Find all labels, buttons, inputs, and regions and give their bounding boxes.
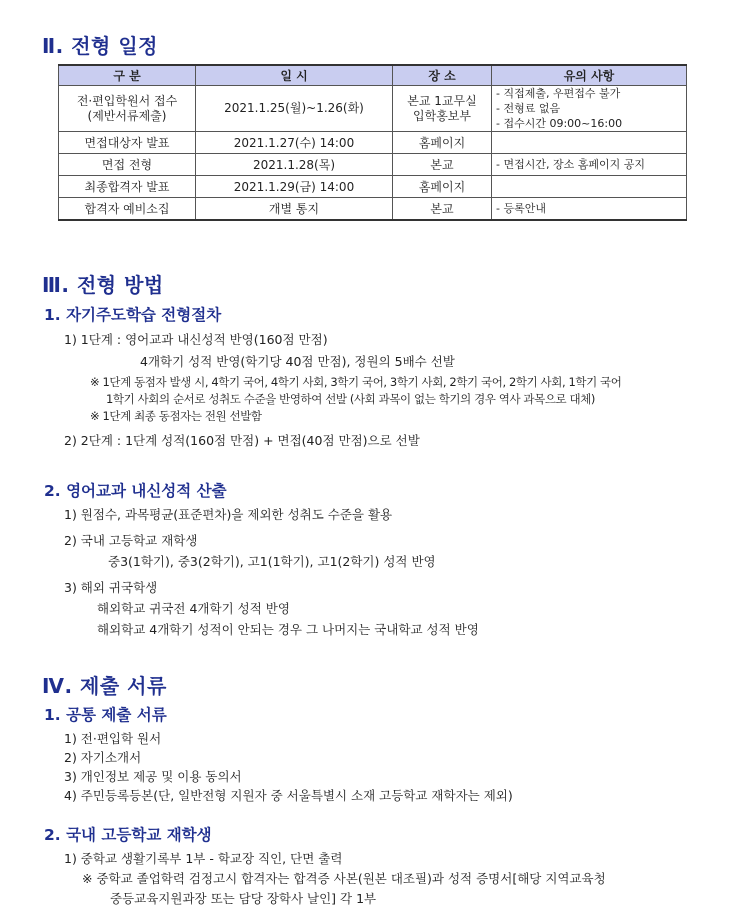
cell-place: 본교 [393,198,492,221]
section-title-method: Ⅲ. 전형 방법 [42,273,164,297]
subsection-title-domestic-students: 2. 국내 고등학교 재학생 [44,826,212,844]
document-item: 1) 전·편입학 원서 [64,731,162,746]
header-place: 장 소 [393,65,492,86]
cell-datetime: 개별 통지 [196,198,393,221]
cell-category: 최종합격자 발표 [59,176,196,198]
section-title-schedule: Ⅱ. 전형 일정 [42,34,158,58]
procedure-note-final: ※ 1단계 최종 동점자는 전원 선발함 [90,409,262,423]
procedure-note-tiebreak-cont: 1학기 사회의 순서로 성취도 수준을 반영하여 선발 (사회 과목이 없는 학기의 경우 역사 과목으로 대체) [106,392,596,406]
grades-item3-detail2: 해외학교 4개학기 성적이 안되는 경우 그 나머지는 국내학교 성적 반영 [97,622,479,637]
header-notes: 유의 사항 [492,65,687,86]
grades-item3-detail1: 해외학교 귀국전 4개학기 성적 반영 [97,601,290,616]
cell-datetime: 2021.1.29(금) 14:00 [196,176,393,198]
table-row [59,154,687,176]
procedure-step1: 1) 1단계 : 영어교과 내신성적 반영(160점 만점) [64,332,328,347]
cell-note-line: - 전형료 없음 [496,102,561,115]
cell-category: 면접대상자 발표 [59,132,196,154]
document-item: 4) 주민등록등본(단, 일반전형 지원자 중 서울특별시 소재 고등학교 재학자는 제외) [64,788,513,803]
procedure-step1-detail: 4개학기 성적 반영(학기당 40점 만점), 정원의 5배수 선발 [140,354,455,369]
cell-place: 홈페이지 [393,132,492,154]
grades-item3: 3) 해외 귀국학생 [64,580,158,595]
cell-category [59,86,196,132]
document-item: 2) 자기소개서 [64,750,142,765]
cell-notes [492,176,687,198]
cell-place-line: 입학홍보부 [413,108,471,123]
table-row [59,176,687,198]
cell-datetime: 2021.1.25(월)~1.26(화) [196,86,393,132]
grades-item2: 2) 국내 고등학교 재학생 [64,533,198,548]
table-row [59,198,687,221]
header-category: 구 분 [59,65,196,86]
cell-category: 합격자 예비소집 [59,198,196,221]
domestic-note-cont: 중등교육지원과장 또는 담당 장학사 날인] 각 1부 [110,891,377,906]
cell-place [393,86,492,132]
document-item: 3) 개인정보 제공 및 이용 동의서 [64,769,242,784]
procedure-note-tiebreak: ※ 1단계 동점자 발생 시, 4학기 국어, 4학기 사회, 3학기 국어, 3학기 사회, 2학기 국어, 2학기 사회, 1학기 국어 [90,375,622,389]
grades-item2-detail: 중3(1학기), 중3(2학기), 고1(1학기), 고1(2학기) 성적 반영 [108,554,436,569]
cell-place: 홈페이지 [393,176,492,198]
subsection-title-procedure: 1. 자기주도학습 전형절차 [44,306,222,324]
section-title-documents: Ⅳ. 제출 서류 [42,674,167,698]
cell-place-line: 본교 1교무실 [407,93,477,108]
table-header-row [59,65,687,86]
cell-datetime: 2021.1.27(수) 14:00 [196,132,393,154]
cell-datetime: 2021.1.28(목) [196,154,393,176]
cell-category-line: 전·편입학원서 접수 [76,93,178,108]
cell-notes [492,86,687,132]
domestic-item1: 1) 중학교 생활기록부 1부 - 학교장 직인, 단면 출력 [64,851,343,866]
table-row [59,86,687,132]
subsection-title-common-docs: 1. 공통 제출 서류 [44,706,167,724]
cell-note-line: - 직접제출, 우편접수 불가 [496,87,621,100]
procedure-step2: 2) 2단계 : 1단계 성적(160점 만점) + 면접(40점 만점)으로 선발 [64,433,420,448]
domestic-note: ※ 중학교 졸업학력 검정고시 합격자는 합격증 사본(원본 대조필)과 성적 증명서[해당 지역교육청 [82,871,606,886]
cell-category-line: (제반서류제출) [87,108,167,123]
schedule-table [58,64,687,221]
cell-category: 면접 전형 [59,154,196,176]
cell-notes: - 면접시간, 장소 홈페이지 공지 [492,154,687,176]
cell-notes: - 등록안내 [492,198,687,221]
cell-place: 본교 [393,154,492,176]
grades-item1: 1) 원점수, 과목평균(표준편차)을 제외한 성취도 수준을 활용 [64,507,393,522]
cell-notes [492,132,687,154]
subsection-title-grades: 2. 영어교과 내신성적 산출 [44,482,227,500]
header-datetime: 일 시 [196,65,393,86]
cell-note-line: - 접수시간 09:00~16:00 [496,117,623,130]
table-row [59,132,687,154]
